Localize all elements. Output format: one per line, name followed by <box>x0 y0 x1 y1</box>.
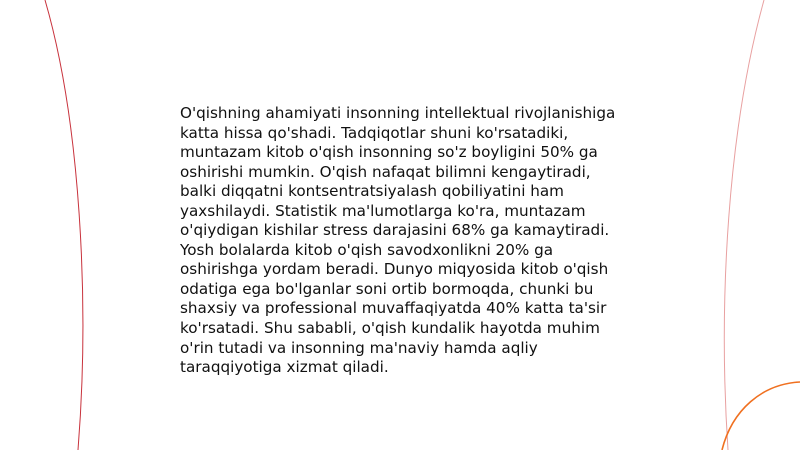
orange-arc <box>722 382 800 450</box>
left-arc <box>45 0 83 450</box>
body-paragraph: O'qishning ahamiyati insonning intellektual rivojlanishiga katta hissa qo'shadi. Tadqiqotlar shuni ko'rsatadiki, muntazam kitob o'qish insonning so'z boyligini 50% ga oshirishi mumkin. O'qish nafaqat bilimni kengaytiradi, balki diqqatni kontsentratsiyalash qobiliyatini ham yaxshilaydi. Statistik ma'lumotlarga ko'ra, muntazam o'qiydigan kishilar stress darajasini 68% ga kamaytiradi. Yosh bolalarda kitob o'qish savodxonlikni 20% ga oshirishga yordam beradi. Dunyo miqyosida kitob o'qish odatiga ega bo'lganlar soni ortib bormoqda, chunki bu shaxsiy va professional muvaffaqiyatda 40% katta ta'sir ko'rsatadi. Shu sababli, o'qish kundalik hayotda muhim o'rin tutadi va insonning ma'naviy hamda aqliy taraqqiyotiga xizmat qiladi. <box>180 104 616 377</box>
right-arc <box>724 0 764 450</box>
